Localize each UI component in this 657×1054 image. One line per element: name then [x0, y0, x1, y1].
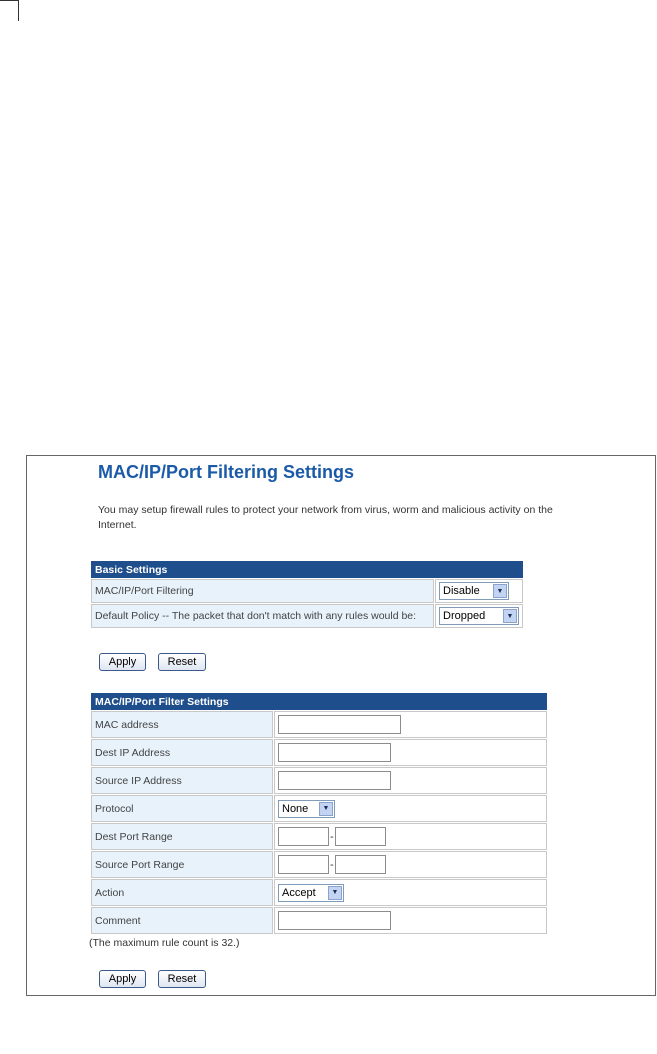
action-select[interactable]: [278, 884, 344, 902]
dest-ip-cell: [274, 739, 547, 766]
page-title: MAC/IP/Port Filtering Settings: [98, 462, 355, 482]
comment-label: Comment: [91, 907, 273, 934]
dest-port-from-input[interactable]: [278, 827, 329, 846]
source-ip-input[interactable]: [278, 771, 391, 790]
mac-address-cell: [274, 711, 547, 738]
default-policy-select[interactable]: [439, 607, 519, 625]
chevron-down-icon: ▼: [319, 802, 333, 816]
range-separator: -: [330, 858, 334, 871]
action-select-value: Accept: [282, 886, 316, 899]
basic-settings-table: [90, 560, 524, 629]
source-port-from-input[interactable]: [278, 855, 329, 874]
dest-port-to-input[interactable]: [335, 827, 386, 846]
filter-apply-button[interactable]: Apply: [99, 970, 146, 988]
filter-reset-button[interactable]: Reset: [158, 970, 206, 988]
source-ip-label: Source IP Address: [91, 767, 273, 794]
default-policy-select-value: Dropped: [443, 610, 486, 622]
default-policy-label: Default Policy -- The packet that don't match with any rules would be:: [91, 604, 434, 628]
basic-reset-button[interactable]: Reset: [158, 653, 206, 671]
basic-apply-button[interactable]: Apply: [99, 653, 146, 671]
dest-port-range-cell: [274, 823, 547, 850]
max-rule-note: (The maximum rule count is 32.): [89, 937, 240, 949]
dest-ip-label: Dest IP Address: [91, 739, 273, 766]
basic-settings-header: Basic Settings: [91, 561, 523, 578]
action-cell: [274, 879, 547, 906]
filtering-select[interactable]: [439, 582, 509, 600]
comment-cell: [274, 907, 547, 934]
dest-ip-input[interactable]: [278, 743, 391, 762]
filter-settings-header: MAC/IP/Port Filter Settings: [91, 693, 547, 710]
range-separator: -: [330, 830, 334, 843]
mac-address-label: MAC address: [91, 711, 273, 738]
protocol-cell: [274, 795, 547, 822]
chevron-down-icon: ▼: [328, 886, 342, 900]
comment-input[interactable]: [278, 911, 391, 930]
filtering-select-value: Disable: [443, 585, 480, 597]
protocol-label: Protocol: [91, 795, 273, 822]
page-corner-mark: [0, 0, 19, 21]
default-policy-cell: [435, 604, 523, 628]
filtering-cell: [435, 579, 523, 603]
chevron-down-icon: ▼: [503, 609, 517, 623]
source-port-range-cell: [274, 851, 547, 878]
source-ip-cell: [274, 767, 547, 794]
dest-port-range-label: Dest Port Range: [91, 823, 273, 850]
mac-address-input[interactable]: [278, 715, 401, 734]
protocol-select-value: None: [282, 802, 309, 815]
page-intro: You may setup firewall rules to protect your network from virus, worm and malicious activity on the Internet.: [98, 504, 553, 531]
action-label: Action: [91, 879, 273, 906]
filtering-label: MAC/IP/Port Filtering: [91, 579, 434, 603]
source-port-to-input[interactable]: [335, 855, 386, 874]
chevron-down-icon: ▼: [493, 584, 507, 598]
protocol-select[interactable]: [278, 800, 335, 818]
filter-settings-table: [90, 692, 548, 935]
source-port-range-label: Source Port Range: [91, 851, 273, 878]
